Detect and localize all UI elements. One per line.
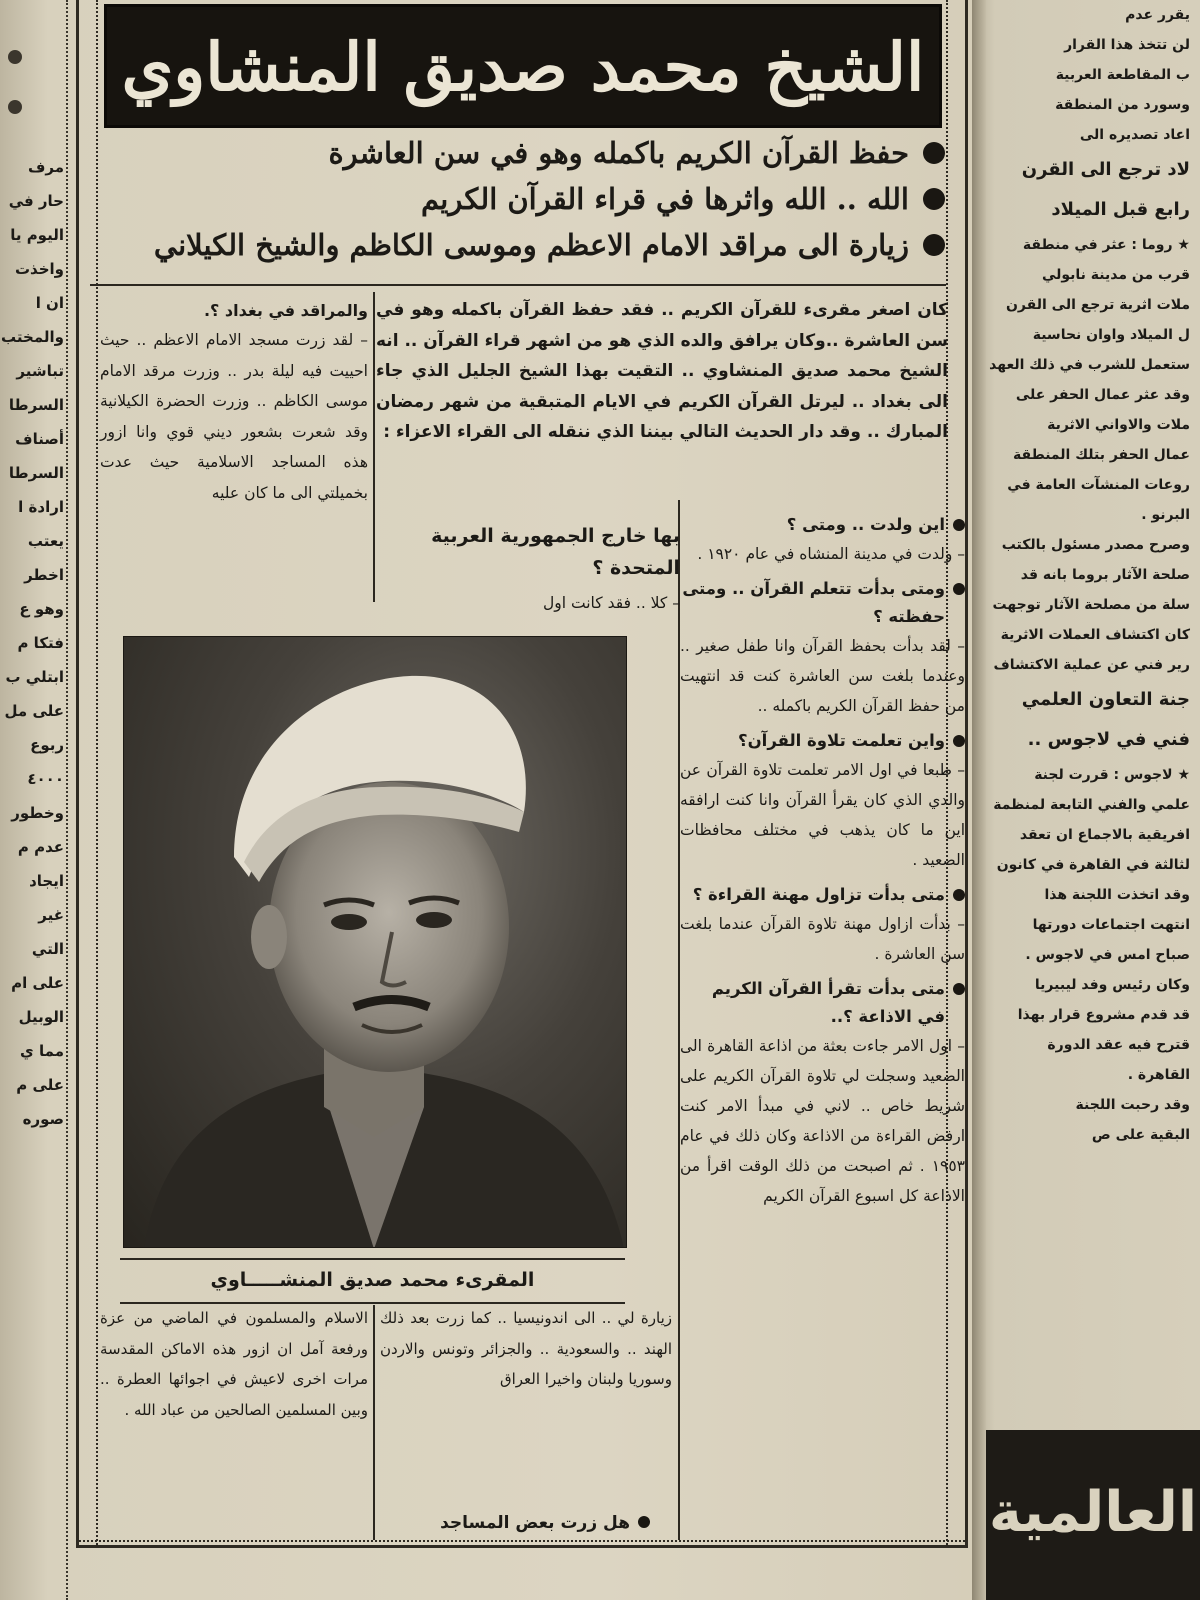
bullet-icon	[638, 1516, 650, 1528]
interview-question: متى بدأت تقرأ القرآن الكريم في الاذاعة ؟..	[680, 975, 965, 1031]
subheadline-item: زيارة الى مراقد الامام الاعظم وموسى الكاظم والشيخ الكيلاني	[90, 222, 945, 268]
article-intro: كان اصغر مقرىء للقرآن الكريم .. فقد حفظ القرآن باكمله وهو في سن العاشرة ..وكان يرافق والده الذي هو من اشهر قراء القرآن .. انه الشيخ محمد صديق المنشاوي .. التقيت بهذا الشيخ الجليل الذي جاء الى بغداد .. ليرتل القرآن الكريم في الايام المتبقية من شهر رمضان المبارك .. وقد دار الحديث التالي بيننا الذي ننقله الى القراء الاعزاء :	[376, 300, 948, 442]
fragment-line: ايجاد	[29, 872, 64, 890]
article-border-bottom	[76, 1540, 968, 1548]
column-divider	[373, 292, 375, 602]
fragment-line: كان اكتشاف العملات الاثرية	[1000, 627, 1190, 643]
subheadline-item: الله .. الله واثرها في قراء القرآن الكريم	[90, 176, 945, 222]
interview-column-right	[680, 505, 965, 1211]
fragment-line: تباشير	[16, 362, 64, 380]
fragment-line: ب المقاطعة العربية	[1055, 67, 1190, 83]
fragment-line: قترح فيه عقد الدورة	[1047, 1037, 1190, 1053]
fragment-line: وسورد من المنطقة	[1055, 97, 1190, 113]
fragment-line: لن تتخذ هذا القرار	[1064, 37, 1190, 53]
section-divider	[90, 284, 946, 286]
bullet-icon	[953, 519, 965, 531]
fragment-line: رابع قبل الميلاد	[1051, 199, 1190, 220]
fragment-line: ربوع	[30, 736, 64, 754]
interview-question: ومتى بدأت تتعلم القرآن .. ومتى حفظته ؟	[680, 575, 965, 631]
fragment-line: يقرر عدم	[1125, 7, 1190, 23]
fragment-line: ★ روما : عثر في منطقة	[1022, 237, 1190, 253]
interview-answer: – ولدت في مدينة المنشاه في عام ١٩٢٠ .	[697, 545, 965, 563]
subheadline-item: حفظ القرآن الكريم باكمله وهو في سن العاشرة	[90, 130, 945, 176]
fragment-line: حار في	[8, 192, 64, 210]
fragment-line: ل الميلاد واوان نحاسية	[1032, 327, 1190, 343]
fragment-line: ارادة ا	[18, 498, 64, 516]
interview-column-middle	[378, 520, 680, 618]
fragment-line: عدم م	[17, 838, 64, 856]
fragment-line: ملات اثرية ترجع الى القرن	[1005, 297, 1190, 313]
fragment-line: لثالثة في القاهرة في كانون	[996, 857, 1190, 873]
right-page-fragment	[972, 0, 1200, 1600]
fragment-line: وصرح مصدر مسئول بالكتب	[1001, 537, 1190, 553]
page-fold	[972, 0, 986, 1600]
bullet-icon	[923, 188, 945, 210]
fragment-line: اخطر	[24, 566, 64, 584]
fragment-line: صباح امس في لاجوس .	[1025, 947, 1190, 963]
fragment-line: صوره	[22, 1110, 64, 1128]
interview-column-left	[100, 297, 368, 508]
fragment-line: السرطا	[8, 396, 64, 414]
fragment-line: التي	[31, 940, 64, 958]
fragment-line: وقد عثر عمال الحفر على	[1015, 387, 1190, 403]
left-column-fragment	[0, 0, 68, 1600]
fragment-line: السرطا	[8, 464, 64, 482]
fragment-line: فني في لاجوس ..	[1027, 729, 1190, 750]
fragment-line: روعات المنشآت العامة في	[1007, 477, 1190, 493]
fragment-line: البقية على ص	[1091, 1127, 1190, 1143]
fragment-line: قرب من مدينة نابولي	[1041, 267, 1190, 283]
fragment-line: القاهرة .	[1127, 1067, 1190, 1083]
bullet-icon	[923, 234, 945, 256]
fragment-line: على ام	[11, 974, 64, 992]
column-divider	[373, 1305, 375, 1540]
fragment-line: ملات والاواني الاثرية	[1047, 417, 1190, 433]
fragment-line: رير فني عن عملية الاكتشاف	[993, 657, 1190, 673]
interview-answer: – طبعا في اول الامر تعلمت تلاوة القرآن عن والدي الذي كان يقرأ القرآن وانا كنت ارافقه اين ما كان يذهب في مختلف محافظات الصعيد .	[680, 761, 965, 869]
article-headline: الشيخ محمد صديق المنشاوي	[104, 4, 942, 128]
fragment-line: البرنو .	[1141, 507, 1190, 523]
fragment-line: يعتب	[27, 532, 64, 550]
subheadline-list	[90, 130, 945, 282]
fragment-line: وكان رئيس وفد ليبيريا	[1034, 977, 1190, 993]
fragment-line: على م	[16, 1076, 64, 1094]
fragment-line: انتهت اجتماعات دورتها	[1032, 917, 1190, 933]
fragment-line: والمختب	[1, 328, 64, 346]
portrait-photo	[123, 636, 627, 1248]
fragment-line: أصناف	[15, 430, 64, 448]
bottom-text-right: زيارة لي .. الى اندونيسيا .. كما زرت بعد ذلك الهند .. والسعودية .. والجزائر وتونس والاردن وسوريا ولبنان واخيرا العراق	[380, 1309, 672, 1388]
interview-answer: – كلا .. فقد كانت اول	[543, 594, 680, 612]
portrait-illustration	[124, 637, 627, 1248]
fragment-line: وقد اتخذت اللجنة هذا	[1044, 887, 1190, 903]
fragment-line: ابتلي ب	[5, 668, 64, 686]
fragment-line: وقد رحبت اللجنة	[1075, 1097, 1190, 1113]
right-page-text	[972, 0, 1190, 1150]
fragment-line: اعاد تصديره الى	[1079, 127, 1190, 143]
interview-answer: – اول الامر جاءت بعثة من اذاعة القاهرة الى الصعيد وسجلت لي تلاوة القرآن الكريم على شريط خاص .. لاني في مبدأ الامر كنت ارفض القراءة من الاذاعة وكان ذلك في عام ١٩٥٣ . ثم اصبحت من ذلك الوقت اقرأ من الاذاعة كل اسبوع القرآن الكريم	[680, 1037, 965, 1205]
fragment-line: صلحة الآثار بروما بانه قد	[1020, 567, 1190, 583]
fragment-line: الوبيل	[18, 1008, 64, 1026]
fragment-line: مما ي	[20, 1042, 64, 1060]
fragment-line: قد قدم مشروع قرار بهذا	[1017, 1007, 1190, 1023]
fragment-line: ٤٠٠٠	[27, 770, 64, 788]
interview-question: اين ولدت .. ومتى ؟	[680, 511, 965, 539]
fragment-line: ان ا	[35, 294, 64, 312]
fragment-line: اليوم يا	[10, 226, 64, 244]
bullet-icon	[953, 735, 965, 747]
bullet-icon	[953, 889, 965, 901]
interview-question: بها خارج الجمهورية العربية المتحدة ؟	[431, 525, 680, 579]
interview-question: والمراقد في بغداد ؟.	[203, 301, 368, 320]
fragment-line: على مل	[4, 702, 64, 720]
photo-caption: المقرىء محمد صديق المنشـــــاوي	[210, 1269, 535, 1291]
fragment-line: واخذت	[14, 260, 64, 278]
fragment-line: علمي والفني التابعة لمنظمة	[993, 797, 1190, 813]
bullet-icon	[923, 142, 945, 164]
caption-divider	[120, 1258, 625, 1260]
interview-answer: – لقد بدأت بحفظ القرآن وانا طفل صغير .. وعندما بلغت سن العاشرة كنت قد انتهيت من حفظ القرآن الكريم باكمله ..	[680, 637, 965, 715]
interview-question: هل زرت بعض المساجد	[380, 1508, 650, 1538]
right-page-banner: العالمية	[986, 1430, 1200, 1600]
fragment-line: ★ لاجوس : قررت لجنة	[1034, 767, 1190, 783]
bullet-icon	[953, 983, 965, 995]
interview-answer: – بدأت ازاول مهنة تلاوة القرآن عندما بلغت سن العاشرة .	[680, 915, 965, 963]
fragment-line: لاد ترجع الى القرن	[1021, 159, 1190, 180]
fragment-line: فتكا م	[17, 634, 64, 652]
interview-answer: – لقد زرت مسجد الامام الاعظم .. حيث احييت فيه ليلة بدر .. وزرت مرقد الامام موسى الكاظم .. وزرت الحضرة الكيلانية وقد شعرت بشعور ديني قوي وانا ازور هذه المساجد الاسلامية حيث عدت بخميلتي الى ما كان عليه	[100, 331, 368, 502]
fragment-line: عمال الحفر بتلك المنطقة	[1013, 447, 1190, 463]
fragment-line: سلة من مصلحة الآثار توجهت	[992, 597, 1190, 613]
fragment-line: وخطور	[11, 804, 64, 822]
interview-question: واين تعلمت تلاوة القرآن؟	[680, 727, 965, 755]
fragment-line: جنة التعاون العلمي	[1021, 689, 1190, 710]
fragment-line: ستعمل للشرب في ذلك العهد	[989, 357, 1190, 373]
fragment-line: وهو ع	[19, 600, 64, 618]
fragment-line: مرف	[27, 158, 64, 176]
fragment-line: غير	[38, 906, 64, 924]
bottom-text-left: الاسلام والمسلمون في الماضي من عزة ورفعة آمل ان ازور هذه الاماكن المقدسة مرات اخرى لاعيش في اجوائها العطرة .. وبين المسلمين الصالحين من عباد الله .	[100, 1309, 368, 1419]
interview-question: متى بدأت تزاول مهنة القراءة ؟	[680, 881, 965, 909]
bullet-icon	[953, 583, 965, 595]
fragment-line: افريقية بالاجماع ان تعقد	[1019, 827, 1190, 843]
